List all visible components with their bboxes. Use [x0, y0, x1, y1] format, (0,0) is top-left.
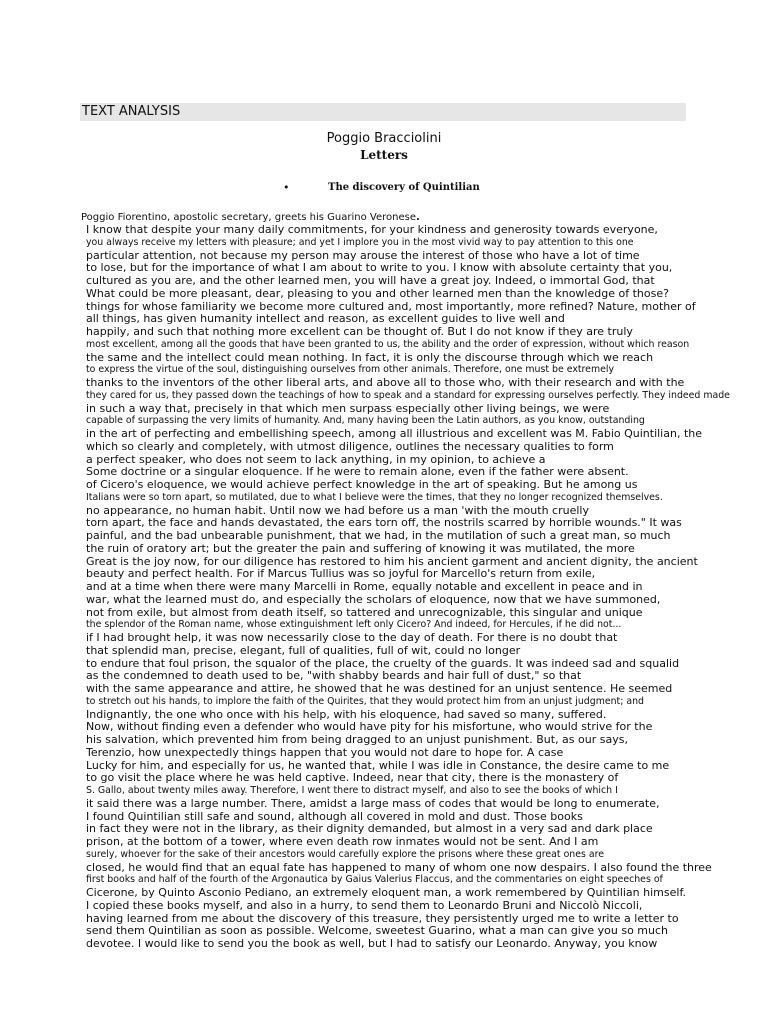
body-line: I copied these books myself, and also in a hurry, to send them to Leonardo Bruni and Niccolò Niccoli,	[86, 898, 643, 912]
body-line: torn apart, the face and hands devastated, the ears torn off, the nostrils scarred by horrible wounds." It was	[86, 516, 682, 530]
body-line: all things, has given humanity intellect and reason, as excellent guides to live well and	[86, 312, 565, 326]
body-line: if I had brought help, it was now necessarily close to the day of death. For there is no doubt that	[86, 631, 618, 644]
body-line: to lose, but for the importance of what I am about to write to you. I know with absolute certainty that you,	[86, 261, 673, 275]
body-line: to express the virtue of the soul, distinguishing ourselves from other animals. Therefore, one must be extremely	[86, 364, 615, 376]
body-line: happily, and such that nothing more excellent can be thought of. But I do not know if they are truly	[86, 325, 633, 338]
body-line: to go visit the place where he was held captive. Indeed, near that city, there is the monastery of	[86, 771, 619, 785]
body-line: the ruin of oratory art; but the greater the pain and suffering of knowing it was mutilated, the more	[86, 541, 635, 555]
body-line: devotee. I would like to send you the book as well, but I had to satisfy our Leonardo. Anyway, you know	[86, 937, 658, 950]
body-line: the splendor of the Roman name, whose extinguishment left only Cicero? And indeed, for Hercules, if he did not...	[86, 619, 622, 631]
body-line: most excellent, among all the goods that have been granted to us, the ability and the order of expression, without which reason	[86, 338, 690, 350]
body-line: and at a time when there were many Marcelli in Rome, equally notable and excellent in peace and in	[86, 580, 643, 593]
body-line: cultured as you are, and the other learned men, you will have a great joy. Indeed, o immortal God, that	[86, 274, 655, 287]
body-line: Great is the joy now, for our diligence has restored to him his ancient garment and ancient dignity, the ancient	[86, 554, 698, 568]
body-line: I know that despite your many daily commitments, for your kindness and generosity towards everyone,	[86, 223, 658, 236]
body-line: you always receive my letters with pleasure; and yet I implore you in the most vivid way to pay attention to this one	[86, 236, 634, 248]
salutation-line	[81, 212, 420, 223]
body-line: surely, whoever for the sake of their ancestors would carefully explore the prisons where these great ones are	[86, 848, 605, 860]
body-line: Italians were so torn apart, so mutilated, due to what I believe were the times, that they no longer recognized themselves.	[86, 491, 663, 503]
work-title: Letters	[360, 148, 408, 162]
body-line: it said there was a large number. There, amidst a large mass of codes that would be long to enumerate,	[86, 796, 660, 810]
body-line: the same and the intellect could mean nothing. In fact, it is only the discourse through which we reach	[86, 350, 654, 364]
body-line: they cared for us, they passed down the teachings of how to speak and a standard for expressing ourselves perfectly. They indeed made	[86, 389, 730, 401]
letter-body	[86, 224, 746, 951]
body-line: Some doctrine or a singular eloquence. If he were to remain alone, even if the father were absent.	[86, 465, 629, 479]
author-name: Poggio Bracciolini	[326, 131, 442, 146]
body-line: thanks to the inventors of the other liberal arts, and above all to those who, with their research and with the	[86, 376, 685, 389]
body-line: I found Quintilian still safe and sound, although all covered in mold and dust. Those books	[86, 809, 583, 823]
body-line: with the same appearance and attire, he showed that he was destined for an unjust sentence. He seemed	[86, 682, 673, 695]
body-line: closed, he would find that an equal fate has happened to many of whom one now despairs. I also found the three	[86, 860, 712, 874]
body-line: which so clearly and completely, with utmost diligence, outlines the necessary qualities to form	[86, 439, 614, 453]
body-line: not from exile, but almost from death itself, so tattered and unrecognizable, this singular and unique	[86, 605, 643, 619]
body-line: first books and half of the fourth of the Argonautica by Gaius Valerius Flaccus, and the commentaries on eight speeches of	[86, 874, 663, 886]
body-line: no appearance, no human habit. Until now we had before us a man 'with the mouth cruelly	[86, 503, 589, 517]
body-line: in such a way that, precisely in that which men surpass especially other living beings, we were	[86, 401, 610, 415]
body-line: having learned from me about the discovery of this treasure, they persistently urged me to write a letter to	[86, 911, 679, 925]
body-line: send them Quintilian as soon as possible. Welcome, sweetest Guarino, what a man can give you so much	[86, 924, 669, 938]
body-line: a perfect speaker, who does not seem to lack anything, in my opinion, to achieve a	[86, 452, 546, 466]
body-line: Terenzio, how unexpectedly things happen that you would not dare to hope for. A case	[86, 745, 564, 759]
body-line: prison, at the bottom of a tower, where even death row inmates would not be sent. And I am	[86, 835, 599, 848]
body-line: in the art of perfecting and embellishing speech, among all illustrious and excellent was M. Fabio Quintilian, the	[86, 427, 702, 440]
body-line: painful, and the bad unbearable punishment, that we had, in the mutilation of such a great man, so much	[86, 529, 671, 542]
body-line: war, what the learned must do, and especially the scholars of eloquence, now that we have summoned,	[86, 592, 661, 606]
body-line: S. Gallo, about twenty miles away. Therefore, I went there to distract myself, and also to see the books of which I	[86, 785, 618, 796]
body-line: of Cicero's eloquence, we would achieve perfect knowledge in the art of speaking. But he among us	[86, 478, 638, 491]
body-line: What could be more pleasant, dear, pleasing to you and other learned men than the knowledge of those?	[86, 286, 669, 300]
letter-subtitle: The discovery of Quintilian	[328, 182, 480, 193]
body-line: Indignantly, the one who once with his help, with his eloquence, had saved so many, suffered.	[86, 707, 607, 721]
section-title-bar: TEXT ANALYSIS	[80, 103, 686, 121]
bullet-icon: •	[283, 181, 290, 194]
salutation-text: Poggio Fiorentino, apostolic secretary, greets his Guarino Veronese	[81, 212, 416, 223]
body-line: in fact they were not in the library, as their dignity demanded, but almost in a very sad and dark place	[86, 822, 653, 836]
body-line: capable of surpassing the very limits of humanity. And, many having been the Latin authors, as you know, outstanding	[86, 415, 645, 427]
body-line: Lucky for him, and especially for us, he wanted that, while I was idle in Constance, the desire came to me	[86, 758, 670, 772]
body-line: as the condemned to death used to be, "with shabby beards and hair full of dust," so that	[86, 669, 582, 683]
body-line: beauty and perfect health. For if Marcus Tullius was so joyful for Marcello's return from exile,	[86, 567, 596, 581]
body-line: Cicerone, by Quinto Asconio Pediano, an extremely eloquent man, a work remembered by Quintilian himself.	[86, 886, 687, 899]
body-line: Now, without finding even a defender who would have pity for his misfortune, who would strive for the	[86, 720, 653, 734]
body-line: particular attention, not because my person may arouse the interest of those who have a lot of time	[86, 248, 640, 262]
body-line: things for whose familiarity we become more cultured and, most importantly, more refined? Nature, mother of	[86, 299, 696, 313]
salutation-period: .	[415, 212, 420, 223]
body-line: that splendid man, precise, elegant, full of qualities, full of wit, could no longer	[86, 643, 521, 657]
body-line: his salvation, which prevented him from being dragged to an unjust punishment. But, as our says,	[86, 733, 628, 746]
body-line: to stretch out his hands, to implore the faith of the Quirites, that they would protect him from an unjust judgment; and	[86, 695, 645, 707]
body-line: to endure that foul prison, the squalor of the place, the cruelty of the guards. It was indeed sad and squalid	[86, 656, 680, 670]
